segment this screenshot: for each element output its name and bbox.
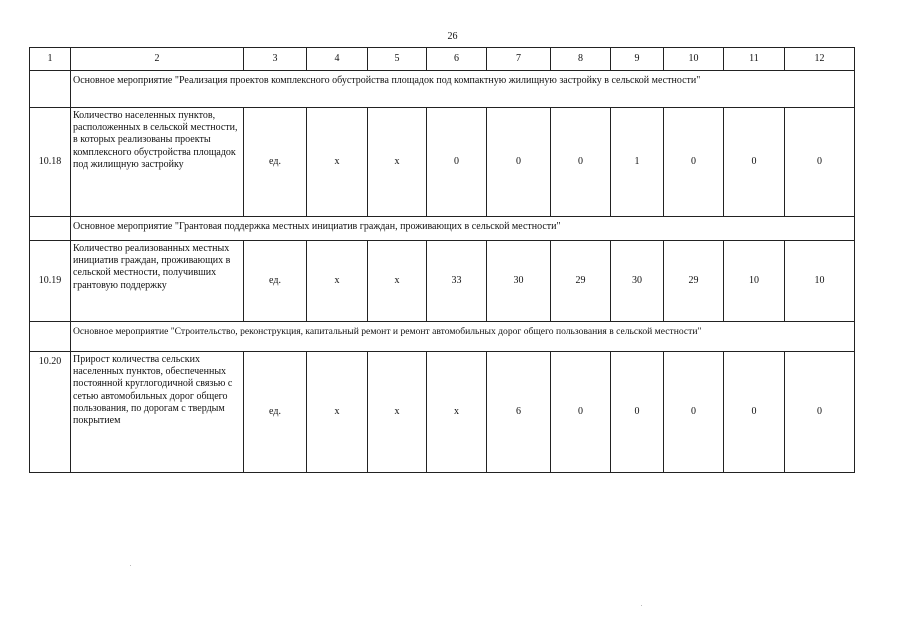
page-number: 26 [447,31,458,42]
value-cell: 33 [427,241,487,322]
value-cell: 1 [611,108,664,217]
header-cell: 4 [307,48,368,71]
section-code-cell [30,217,71,241]
value-cell: х [307,241,368,322]
header-cell: 7 [487,48,551,71]
value-cell: 0 [785,352,855,473]
value-cell: 0 [427,108,487,217]
row-description: Прирост количества сельских населенных пунктов, обеспеченных постоянной круглогодичной связью с сетью автомобильных дорог общего пользования, по дорогам с твердым покрытием [71,352,244,473]
value-cell: 0 [664,108,724,217]
value-cell: 29 [664,241,724,322]
value-cell: х [427,352,487,473]
value-cell: 0 [611,352,664,473]
row-code: 10.20 [30,352,71,473]
indicators-table [29,47,855,473]
table-row [30,241,855,322]
row-description: Количество реализованных местных инициатив граждан, проживающих в сельской местности, получивших грантовую поддержку [71,241,244,322]
table-row [30,352,855,473]
value-cell: 0 [724,352,785,473]
row-description: Количество населенных пунктов, расположенных в сельской местности, в которых реализованы проекты комплексного обустройства площадок под жилищную застройку [71,108,244,217]
value-cell: х [368,241,427,322]
header-cell: 5 [368,48,427,71]
value-cell: 0 [551,108,611,217]
value-cell: 0 [487,108,551,217]
row-unit: ед. [244,241,307,322]
header-cell: 9 [611,48,664,71]
section-row [30,217,855,241]
value-cell: 0 [724,108,785,217]
row-code: 10.18 [30,108,71,217]
section-row [30,322,855,352]
section-row [30,71,855,108]
value-cell: 0 [551,352,611,473]
table-row [30,108,855,217]
header-cell: 1 [30,48,71,71]
value-cell: 0 [664,352,724,473]
value-cell: 30 [487,241,551,322]
row-code: 10.19 [30,241,71,322]
header-cell: 10 [664,48,724,71]
value-cell: 30 [611,241,664,322]
section-code-cell [30,71,71,108]
header-cell: 8 [551,48,611,71]
header-cell: 11 [724,48,785,71]
header-cell: 12 [785,48,855,71]
header-cell: 3 [244,48,307,71]
value-cell: 10 [785,241,855,322]
value-cell: х [368,352,427,473]
row-unit: ед. [244,352,307,473]
header-cell: 6 [427,48,487,71]
row-unit: ед. [244,108,307,217]
section-title: Основное мероприятие "Грантовая поддержка местных инициатив граждан, проживающих в сельской местности" [71,217,855,241]
scan-speck [641,605,642,606]
header-row [30,48,855,71]
section-title: Основное мероприятие "Реализация проектов комплексного обустройства площадок под компактную жилищную застройку в сельской местности" [71,71,855,108]
value-cell: 0 [785,108,855,217]
scan-speck [130,565,131,566]
value-cell: 6 [487,352,551,473]
value-cell: х [307,108,368,217]
value-cell: х [307,352,368,473]
header-cell: 2 [71,48,244,71]
value-cell: 10 [724,241,785,322]
value-cell: 29 [551,241,611,322]
section-code-cell [30,322,71,352]
section-title: Основное мероприятие "Строительство, реконструкция, капитальный ремонт и ремонт автомобильных дорог общего пользования в сельской местности" [71,322,855,352]
value-cell: х [368,108,427,217]
